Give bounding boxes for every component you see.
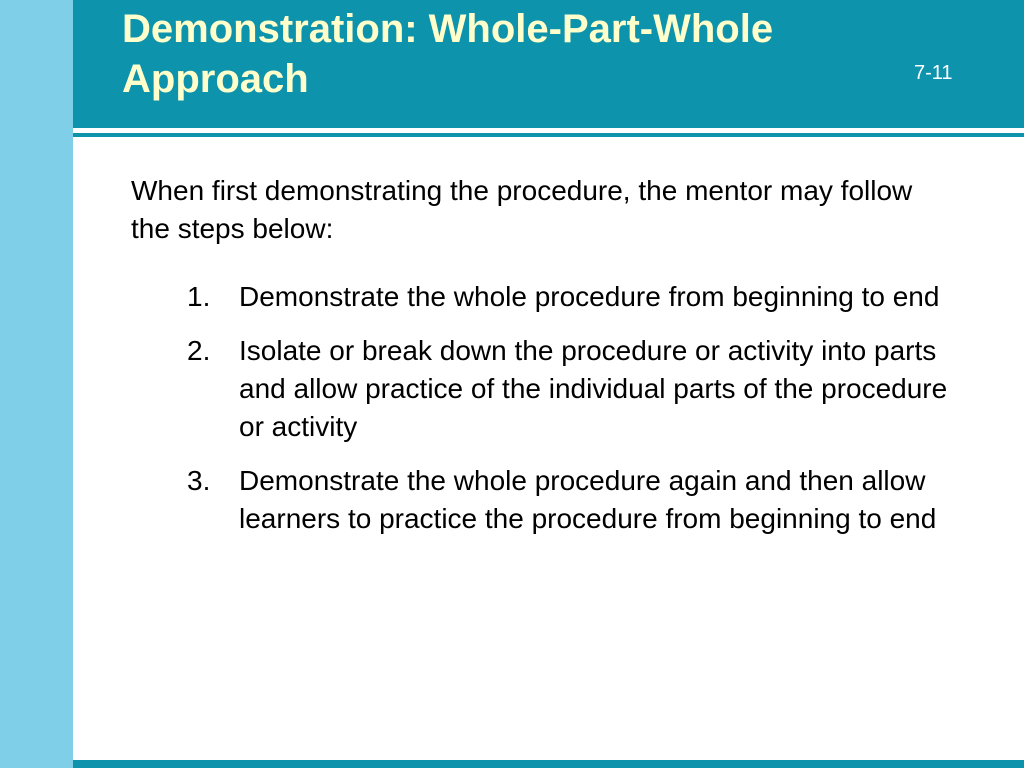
step-text: Demonstrate the whole procedure from beginning to end	[239, 281, 940, 312]
left-accent-bar	[0, 0, 73, 768]
slide-number: 7-11	[914, 62, 953, 84]
header-rule	[73, 133, 1024, 137]
list-item	[187, 462, 957, 538]
step-number: 2.	[187, 335, 211, 366]
intro-text: When first demonstrating the procedure, the mentor may follow the steps below:	[131, 175, 913, 244]
footer-rule	[73, 760, 1024, 768]
list-item	[187, 278, 957, 316]
list-item	[187, 332, 957, 446]
steps-list	[187, 278, 957, 554]
step-number: 3.	[187, 465, 211, 496]
slide-title: Demonstration: Whole-Part-Whole Approach	[122, 7, 774, 101]
step-text: Isolate or break down the procedure or activity into parts and allow practice of the individual parts of the procedure or activity	[239, 335, 948, 442]
step-text: Demonstrate the whole procedure again and then allow learners to practice the procedure from beginning to end	[239, 465, 937, 534]
step-number: 1.	[187, 281, 211, 312]
